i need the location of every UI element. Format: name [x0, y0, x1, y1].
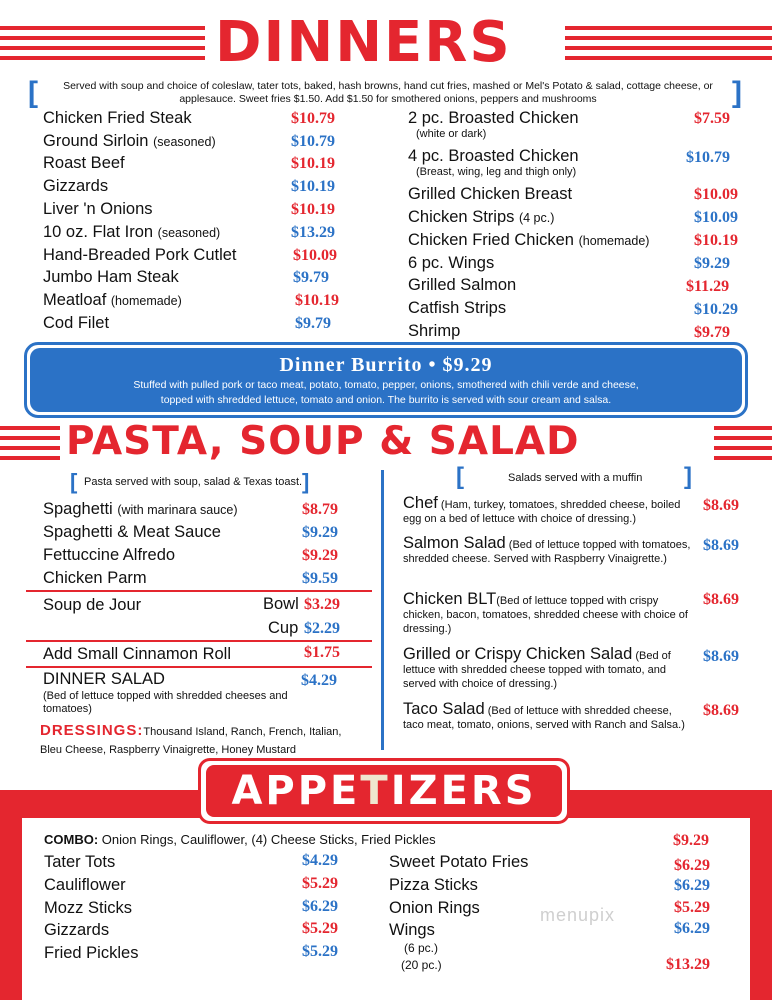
menu-item: Jumbo Ham Steak [43, 268, 179, 286]
menu-item: Wings [389, 921, 435, 939]
watermark: menupix [540, 905, 616, 925]
price: $9.29 [694, 255, 730, 272]
bracket-left: [ [70, 469, 78, 494]
price: $5.29 [674, 899, 710, 916]
price: $10.19 [291, 178, 335, 195]
menu-item: Chicken Fried Steak [43, 109, 192, 127]
menu-item: Mozz Sticks [44, 899, 133, 917]
price: $9.79 [694, 324, 730, 341]
salad-item: Grilled or Crispy Chicken Salad (Bed of lettuce with shredded cheese topped with tomato, and served with choice of dressing.) [403, 645, 671, 690]
price: $9.59 [302, 570, 338, 587]
menu-item: Cod Filet [43, 314, 110, 332]
price: $13.29 [291, 224, 335, 241]
price: $4.29 [301, 672, 337, 689]
price: $10.19 [291, 155, 335, 172]
price: $6.29 [674, 877, 710, 894]
appetizers-tab [206, 765, 562, 817]
menu-item: Ground Sirloin (seasoned) [43, 132, 216, 150]
bracket-right: ] [732, 76, 742, 109]
stripe [714, 446, 772, 450]
pasta-note: Pasta served with soup, salad & Texas toast. [84, 476, 303, 488]
menu-item: Meatloaf (homemade) [43, 291, 182, 309]
price: $9.79 [293, 269, 329, 286]
menu-item: Add Small Cinnamon Roll [43, 645, 232, 663]
divider [26, 666, 372, 668]
appetizers-title: APPETIZERS [231, 768, 537, 814]
price: $9.29 [673, 832, 709, 849]
price: $13.29 [666, 956, 710, 973]
menu-item: Spaghetti & Meat Sauce [43, 523, 221, 541]
menu-item: Sweet Potato Fries [389, 853, 529, 871]
stripe [0, 426, 60, 430]
stripe [0, 446, 60, 450]
price: $10.29 [694, 301, 738, 318]
salad-note: Salads served with a muffin [508, 472, 643, 484]
menu-item: Chicken Parm [43, 569, 147, 587]
menu-item: 10 oz. Flat Iron (seasoned) [43, 223, 221, 241]
price: $1.75 [304, 644, 340, 661]
stripe [565, 56, 772, 60]
menu-item: Cauliflower [44, 876, 126, 894]
stripe [565, 36, 772, 40]
price: $10.79 [686, 149, 730, 166]
salad-item: Chef (Ham, turkey, tomatoes, shredded cheese, boiled egg on a bed of lettuce with choice of dressing.) [403, 494, 681, 525]
menu-item: Spaghetti (with marinara sauce) [43, 500, 238, 518]
menu-item: Soup de Jour [43, 596, 142, 614]
salad-item: Taco Salad (Bed of lettuce with shredded cheese, taco meat, tomato, onions, served with Ranch and Salsa.) [403, 700, 685, 731]
price: $10.09 [694, 209, 738, 226]
menu-item: Fettuccine Alfredo [43, 546, 176, 564]
combo [44, 832, 436, 848]
menu-item: 6 pc. Wings [408, 254, 495, 272]
stripe [714, 436, 772, 440]
price: $10.19 [694, 232, 738, 249]
menu-item: Onion Rings [389, 899, 480, 917]
price: $2.29 [304, 620, 340, 637]
menu-item: Catfish Strips [408, 299, 507, 317]
stripe [0, 436, 60, 440]
menu-item: Grilled Chicken Breast [408, 185, 573, 203]
price: $10.79 [291, 133, 335, 150]
bowl-label: Bowl [263, 595, 299, 613]
dinners-title: DINNERS [215, 10, 512, 75]
menu-item: Hand-Breaded Pork Cutlet [43, 246, 237, 264]
price: $8.69 [703, 537, 739, 554]
price: $5.29 [302, 920, 338, 937]
column-divider [381, 470, 384, 750]
menu-item: Pizza Sticks [389, 876, 478, 894]
bracket-right: ] [302, 469, 310, 494]
cup-label: Cup [268, 619, 299, 637]
stripe [0, 26, 205, 30]
burrito-desc-line2: topped with shredded lettuce, tomato and onion. The burrito is served with sour cream and salsa. [160, 394, 612, 406]
menu-item: Shrimp [408, 322, 461, 340]
price: $8.69 [703, 497, 739, 514]
price: $9.29 [302, 547, 338, 564]
price: $10.09 [694, 186, 738, 203]
item-note: (Bed of lettuce topped with shredded cheeses and tomatoes) [43, 690, 288, 715]
price: $8.79 [302, 501, 338, 518]
price: $8.69 [703, 702, 739, 719]
pasta-title: PASTA, SOUP & SALAD [66, 419, 580, 464]
combo-text: Onion Rings, Cauliflower, (4) Cheese Sticks, Fried Pickles [101, 832, 436, 847]
dinners-note: Served with soup and choice of coleslaw, tater tots, baked, hash browns, hand cut fries, mashed or Mel's Potato & salad, cottage cheese, or applesauce. Sweet fries $1.50. Add $1.50 for smothered onions, peppers and mushrooms [63, 80, 713, 105]
combo-label: COMBO: [44, 832, 99, 847]
menu-item: Grilled Salmon [408, 276, 517, 294]
salad-item: Salmon Salad (Bed of lettuce topped with tomatoes, shredded cheese. Served with Raspberry Vinaigrette.) [403, 534, 691, 565]
menu-item: Chicken Strips (4 pc.) [408, 208, 555, 226]
price: $7.59 [694, 110, 730, 127]
dressings [40, 722, 350, 759]
stripe [0, 36, 205, 40]
price: $6.29 [674, 857, 710, 874]
price: $9.29 [302, 524, 338, 541]
price: $6.29 [674, 920, 710, 937]
stripe [0, 456, 60, 460]
stripe [0, 46, 205, 50]
burrito-title: Dinner Burrito • $9.29 [279, 354, 493, 376]
price: $10.79 [291, 110, 335, 127]
price: $5.29 [302, 875, 338, 892]
price: $11.29 [686, 278, 730, 295]
stripe [0, 56, 205, 60]
menu-item: Chicken Fried Chicken (homemade) [408, 231, 650, 249]
menu-item: Tater Tots [44, 853, 116, 871]
item-note: (20 pc.) [401, 958, 442, 972]
menu-item: DINNER SALAD [43, 670, 165, 688]
menu-item: 4 pc. Broasted Chicken [408, 147, 579, 165]
burrito-desc-line1: Stuffed with pulled pork or taco meat, potato, tomato, pepper, onions, smothered with chili verde and cheese, [133, 379, 639, 391]
menu-item: Roast Beef [43, 154, 125, 172]
burrito-box [30, 348, 742, 412]
price: $3.29 [304, 596, 340, 613]
price: $10.19 [295, 292, 339, 309]
menu-item: Liver 'n Onions [43, 200, 153, 218]
menu-item: 2 pc. Broasted Chicken [408, 109, 579, 127]
stripe [714, 426, 772, 430]
item-note: (white or dark) [416, 128, 487, 140]
bracket-left: [ [28, 76, 38, 109]
price: $9.79 [295, 315, 331, 332]
price: $8.69 [703, 648, 739, 665]
price: $4.29 [302, 852, 338, 869]
menu-item: Gizzards [43, 177, 109, 195]
menu-item: Fried Pickles [44, 944, 139, 962]
stripe [565, 46, 772, 50]
price: $5.29 [302, 943, 338, 960]
salad-item: Chicken BLT(Bed of lettuce topped with crispy chicken, bacon, tomatoes, shredded cheese with choice of dressing.) [403, 590, 688, 635]
price: $10.19 [291, 201, 335, 218]
price: $8.69 [703, 591, 739, 608]
divider [26, 640, 372, 642]
divider [26, 590, 372, 592]
stripe [714, 456, 772, 460]
dressings-label: DRESSINGS: [40, 722, 144, 739]
item-note: (6 pc.) [404, 941, 439, 955]
dressings-text: Thousand Island, Ranch, French, Italian, Bleu Cheese, Raspberry Vinaigrette, Honey Mustard [40, 726, 342, 756]
price: $10.09 [293, 247, 337, 264]
stripe [565, 26, 772, 30]
bracket-right: ] [684, 463, 692, 490]
price: $6.29 [302, 898, 338, 915]
bracket-left: [ [456, 463, 464, 490]
item-note: (Breast, wing, leg and thigh only) [416, 166, 577, 178]
menu-item: Gizzards [44, 921, 110, 939]
